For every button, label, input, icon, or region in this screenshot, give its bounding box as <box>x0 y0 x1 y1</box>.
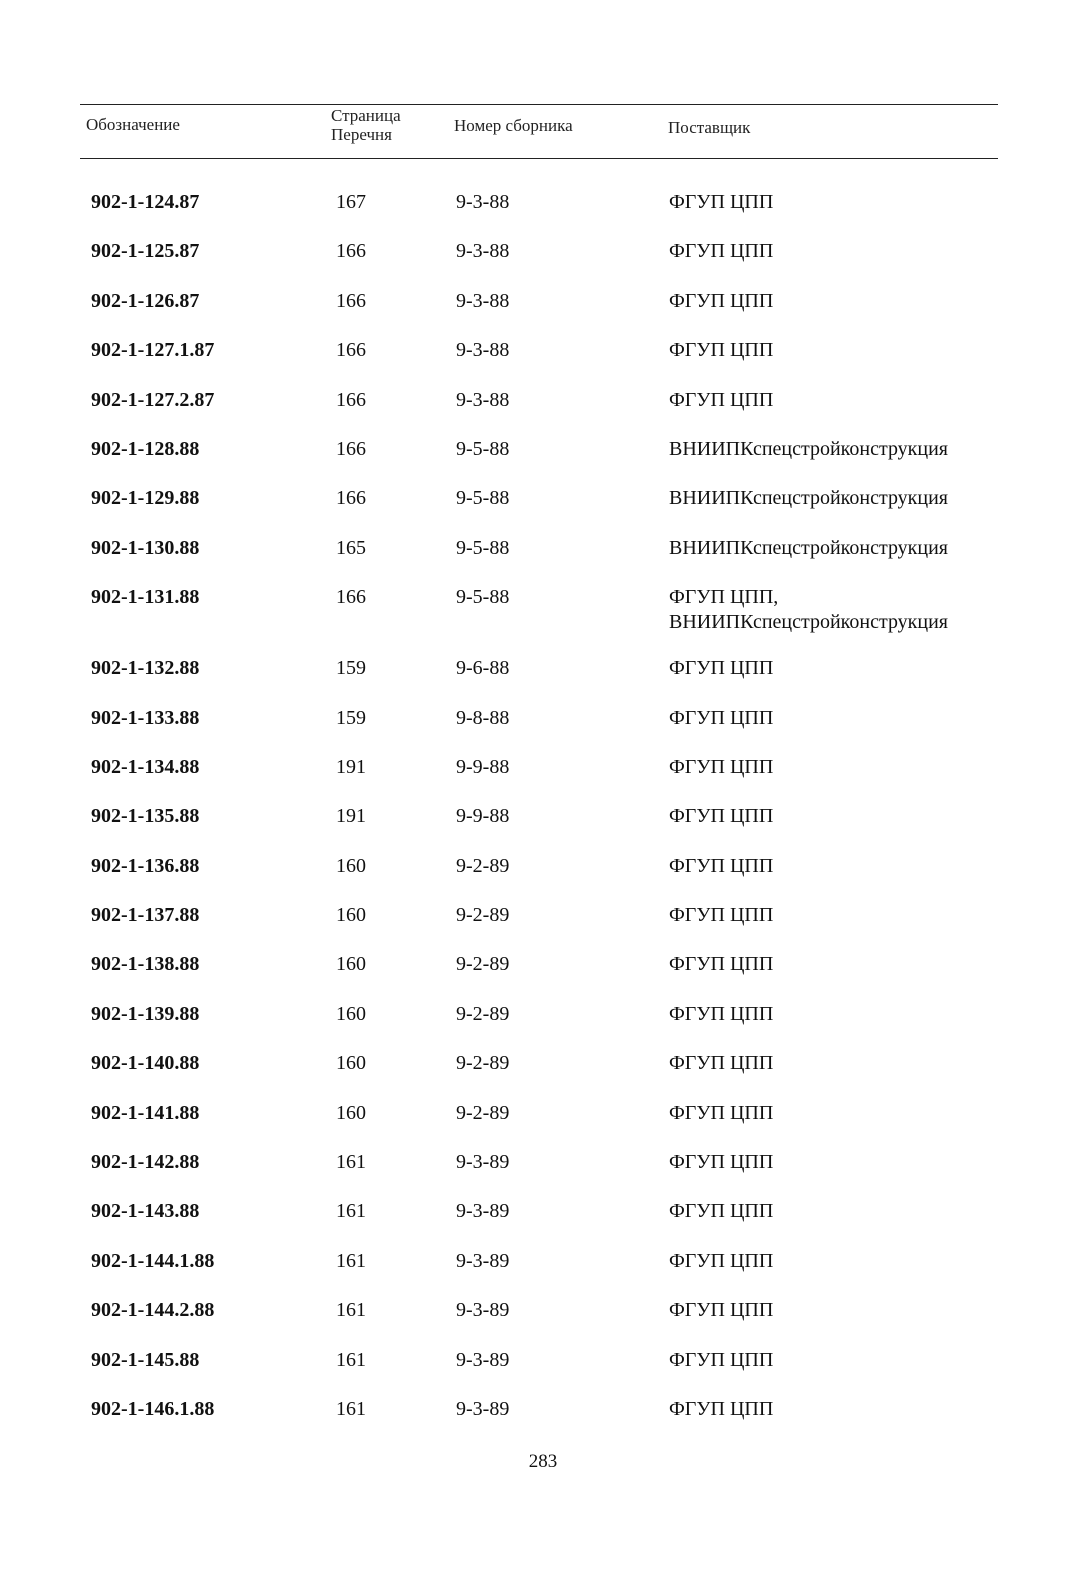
designation-cell: 902-1-128.88 <box>91 437 200 460</box>
supplier-cell: ФГУП ЦПП <box>669 1052 774 1075</box>
supplier-cell: ВНИИПКспецстройконструкция <box>669 536 949 559</box>
table-row <box>0 792 1072 841</box>
collection-cell: 9-3-89 <box>456 1249 510 1272</box>
collection-cell: 9-3-88 <box>456 289 510 312</box>
supplier-cell: ФГУП ЦПП <box>669 1101 774 1124</box>
supplier-cell: ФГУП ЦПП <box>669 1002 774 1025</box>
designation-cell: 902-1-136.88 <box>91 854 200 877</box>
page-cell: 160 <box>336 854 366 877</box>
collection-cell: 9-2-89 <box>456 1002 510 1025</box>
supplier-cell: ФГУП ЦПП <box>669 1299 774 1322</box>
page-cell: 166 <box>336 586 366 609</box>
header-collection: Номер сборника <box>454 116 573 135</box>
table-row <box>0 178 1072 227</box>
supplier-cell: ФГУП ЦПП <box>669 755 774 778</box>
collection-cell: 9-2-89 <box>456 904 510 927</box>
page-cell: 166 <box>336 487 366 510</box>
supplier-cell: ФГУП ЦПП <box>669 1200 774 1223</box>
table-row <box>0 376 1072 425</box>
designation-cell: 902-1-132.88 <box>91 657 200 680</box>
designation-cell: 902-1-141.88 <box>91 1101 200 1124</box>
page-cell: 166 <box>336 289 366 312</box>
designation-cell: 902-1-127.2.87 <box>91 388 215 411</box>
collection-cell: 9-9-88 <box>456 805 510 828</box>
supplier-cell: ФГУП ЦПП <box>669 657 774 680</box>
page-cell: 160 <box>336 1101 366 1124</box>
designation-cell: 902-1-145.88 <box>91 1348 200 1371</box>
supplier-cell: ФГУП ЦПП <box>669 1151 774 1174</box>
supplier-cell: ФГУП ЦПП <box>669 805 774 828</box>
collection-cell: 9-3-88 <box>456 388 510 411</box>
header-designation: Обозначение <box>86 115 180 134</box>
collection-cell: 9-2-89 <box>456 1101 510 1124</box>
supplier-cell: ФГУП ЦПП <box>669 289 774 312</box>
table-row <box>0 474 1072 523</box>
supplier-cell: ВНИИПКспецстройконструкция <box>669 487 949 510</box>
page-cell: 160 <box>336 953 366 976</box>
table-row <box>0 694 1072 743</box>
table-row <box>0 326 1072 375</box>
page-cell: 161 <box>336 1249 366 1272</box>
supplier-cell: ФГУП ЦПП <box>669 388 774 411</box>
collection-cell: 9-3-89 <box>456 1348 510 1371</box>
designation-cell: 902-1-130.88 <box>91 536 200 559</box>
collection-cell: 9-2-89 <box>456 1052 510 1075</box>
page-cell: 159 <box>336 657 366 680</box>
designation-cell: 902-1-134.88 <box>91 755 200 778</box>
page-cell: 166 <box>336 240 366 263</box>
collection-cell: 9-3-89 <box>456 1299 510 1322</box>
designation-cell: 902-1-144.1.88 <box>91 1249 215 1272</box>
table-row <box>0 1237 1072 1286</box>
designation-cell: 902-1-131.88 <box>91 586 200 609</box>
collection-cell: 9-3-88 <box>456 191 510 213</box>
supplier-cell: ФГУП ЦПП <box>669 854 774 877</box>
collection-cell: 9-3-89 <box>456 1151 510 1174</box>
designation-cell: 902-1-127.1.87 <box>91 339 215 362</box>
supplier-cell: ВНИИПКспецстройконструкция <box>669 437 949 460</box>
collection-cell: 9-5-88 <box>456 487 510 510</box>
page-cell: 160 <box>336 1052 366 1075</box>
table-row <box>0 1336 1072 1385</box>
page-cell: 166 <box>336 339 366 362</box>
designation-cell: 902-1-146.1.88 <box>91 1397 215 1420</box>
collection-cell: 9-3-88 <box>456 339 510 362</box>
page-cell: 160 <box>336 904 366 927</box>
table-body <box>0 178 1072 1434</box>
collection-cell: 9-2-89 <box>456 953 510 976</box>
table-row <box>0 1286 1072 1335</box>
page-cell: 160 <box>336 1002 366 1025</box>
page-cell: 161 <box>336 1151 366 1174</box>
designation-cell: 902-1-126.87 <box>91 289 200 312</box>
designation-cell: 902-1-139.88 <box>91 1002 200 1025</box>
header-supplier: Поставщик <box>668 118 751 137</box>
page-cell: 161 <box>336 1348 366 1371</box>
table-row <box>0 842 1072 891</box>
collection-cell: 9-2-89 <box>456 854 510 877</box>
designation-cell: 902-1-138.88 <box>91 953 200 976</box>
collection-cell: 9-8-88 <box>456 706 510 729</box>
collection-cell: 9-9-88 <box>456 755 510 778</box>
table-row <box>0 573 1072 644</box>
supplier-cell: ФГУП ЦПП <box>669 1348 774 1371</box>
supplier-cell: ФГУП ЦПП <box>669 953 774 976</box>
designation-cell: 902-1-144.2.88 <box>91 1299 215 1322</box>
collection-cell: 9-5-88 <box>456 586 510 609</box>
supplier-cell: ФГУП ЦПП <box>669 1249 774 1272</box>
page-cell: 191 <box>336 755 366 778</box>
page-cell: 191 <box>336 805 366 828</box>
supplier-cell: ФГУП ЦПП <box>669 904 774 927</box>
designation-cell: 902-1-137.88 <box>91 904 200 927</box>
supplier-cell: ФГУП ЦПП <box>669 240 774 263</box>
designation-cell: 902-1-125.87 <box>91 240 200 263</box>
page-cell: 166 <box>336 437 366 460</box>
designation-cell: 902-1-135.88 <box>91 805 200 828</box>
collection-cell: 9-5-88 <box>456 536 510 559</box>
table-row <box>0 1138 1072 1187</box>
table-row <box>0 990 1072 1039</box>
supplier-cell: ФГУП ЦПП <box>669 706 774 729</box>
designation-cell: 902-1-129.88 <box>91 487 200 510</box>
page-cell: 161 <box>336 1200 366 1223</box>
supplier-cell: ФГУП ЦПП <box>669 1397 774 1420</box>
table-row <box>0 524 1072 573</box>
page-cell: 161 <box>336 1299 366 1322</box>
table-row <box>0 891 1072 940</box>
table-row <box>0 227 1072 276</box>
page-cell: 165 <box>336 536 366 559</box>
supplier-cell: ФГУП ЦПП <box>669 339 774 362</box>
supplier-cell: ФГУП ЦПП, ВНИИПКспецстройконструкция <box>669 586 949 634</box>
table-row <box>0 425 1072 474</box>
table-row <box>0 644 1072 693</box>
collection-cell: 9-3-89 <box>456 1200 510 1223</box>
table-row <box>0 940 1072 989</box>
designation-cell: 902-1-124.87 <box>91 191 200 213</box>
designation-cell: 902-1-140.88 <box>91 1052 200 1075</box>
table-row <box>0 743 1072 792</box>
designation-cell: 902-1-142.88 <box>91 1151 200 1174</box>
header-bottom-rule <box>80 158 998 159</box>
table-row <box>0 277 1072 326</box>
page-number: 283 <box>528 1451 558 1472</box>
header-page: Страница Перечня <box>331 106 401 144</box>
page-cell: 167 <box>336 191 366 213</box>
collection-cell: 9-5-88 <box>456 437 510 460</box>
page-cell: 159 <box>336 706 366 729</box>
page-cell: 161 <box>336 1397 366 1420</box>
page-cell: 166 <box>336 388 366 411</box>
designation-cell: 902-1-133.88 <box>91 706 200 729</box>
collection-cell: 9-3-89 <box>456 1397 510 1420</box>
supplier-cell: ФГУП ЦПП <box>669 191 774 213</box>
designation-cell: 902-1-143.88 <box>91 1200 200 1223</box>
table-row <box>0 1089 1072 1138</box>
collection-cell: 9-3-88 <box>456 240 510 263</box>
table-row <box>0 1385 1072 1434</box>
collection-cell: 9-6-88 <box>456 657 510 680</box>
table-row <box>0 1039 1072 1088</box>
header-top-rule <box>80 104 998 105</box>
table-row <box>0 1187 1072 1236</box>
